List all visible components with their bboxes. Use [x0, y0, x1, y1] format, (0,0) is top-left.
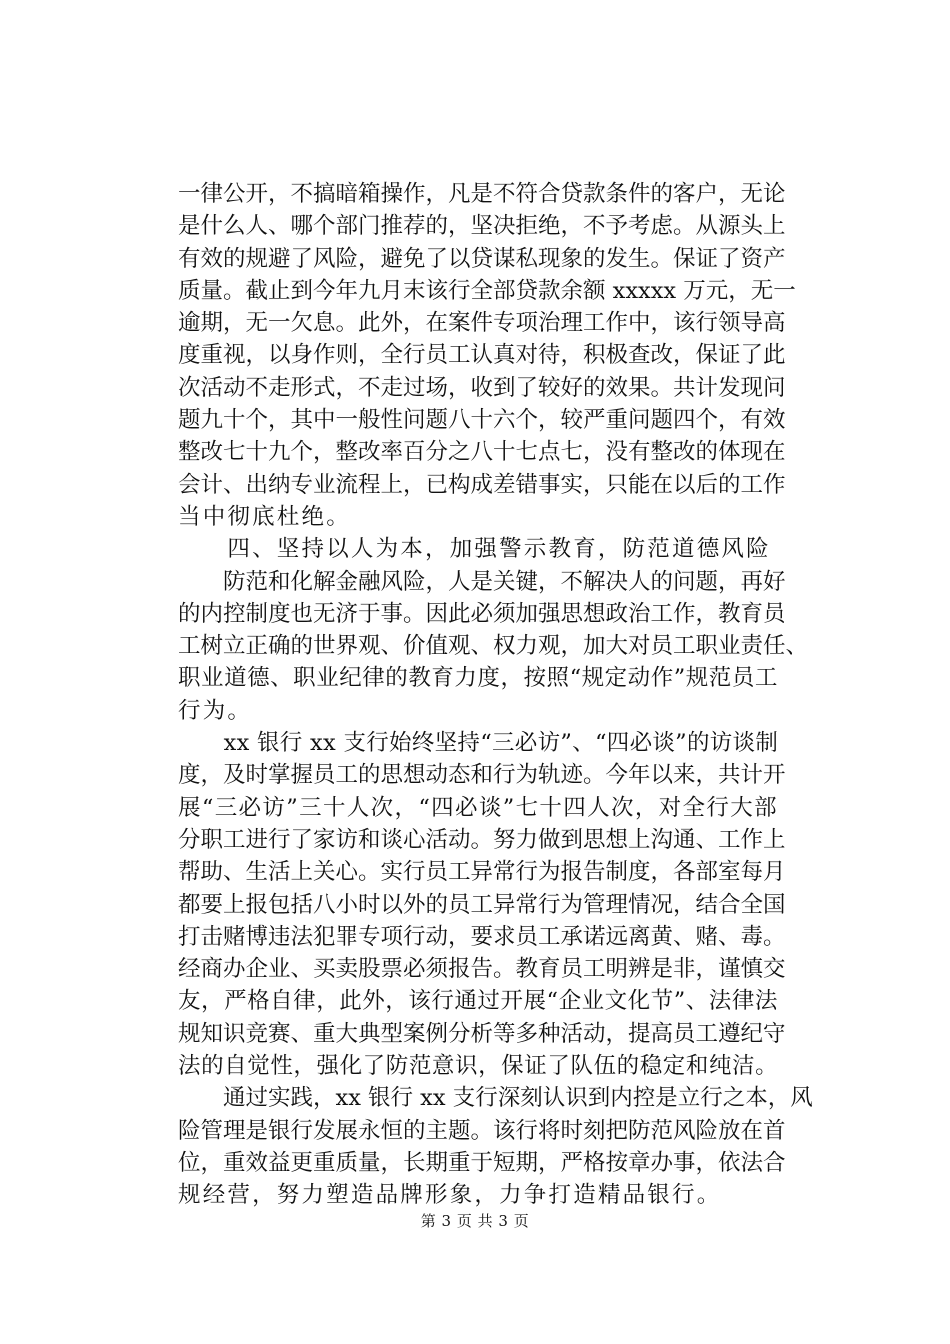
- text-line: 有效的规避了风险，避免了以贷谋私现象的发生。保证了资产: [178, 245, 786, 272]
- text-line: 打击赌博违法犯罪专项行动，要求员工承诺远离黄、赌、毒。: [178, 923, 786, 950]
- text-line: 位，重效益更重质量，长期重于短期，严格按章办事，依法合: [178, 1149, 786, 1176]
- text-line: 帮助、生活上关心。实行员工异常行为报告制度，各部室每月: [178, 859, 786, 886]
- text-line: 规经营，努力塑造品牌形象，力争打造精品银行。: [178, 1182, 722, 1209]
- text-line: 逾期，无一欠息。此外，在案件专项治理工作中，该行领导高: [178, 310, 786, 337]
- text-line: 通过实践，xx 银行 xx 支行深刻认识到内控是立行之本，风: [178, 1085, 813, 1112]
- text-line: 次活动不走形式，不走过场，收到了较好的效果。共计发现问: [178, 374, 786, 401]
- text-line: 度重视，以身作则，全行员工认真对待，积极查改，保证了此: [178, 342, 786, 369]
- text-line: 题九十个，其中一般性问题八十六个，较严重问题四个，有效: [178, 407, 786, 434]
- text-line: 是什么人、哪个部门推荐的，坚决拒绝，不予考虑。从源头上: [178, 213, 786, 240]
- text-line: xx 银行 xx 支行始终坚持“三必访”、“四必谈”的访谈制: [178, 730, 779, 757]
- text-line: 会计、出纳专业流程上，已构成差错事实，只能在以后的工作: [178, 471, 786, 498]
- text-line: 险管理是银行发展永恒的主题。该行将时刻把防范风险放在首: [178, 1117, 786, 1144]
- page-number-footer: 第 3 页 共 3 页: [420, 1212, 530, 1230]
- text-line: 防范和化解金融风险，人是关键，不解决人的问题，再好: [178, 568, 786, 595]
- text-line: 法的自觉性，强化了防范意识，保证了队伍的稳定和纯洁。: [178, 1053, 779, 1080]
- text-line: 经商办企业、买卖股票必须报告。教育员工明辨是非，谨慎交: [178, 956, 786, 983]
- text-line: 一律公开，不搞暗箱操作，凡是不符合贷款条件的客户，无论: [178, 181, 786, 207]
- text-line: 当中彻底杜绝。: [178, 503, 351, 530]
- document-body: [178, 178, 813, 1212]
- text-line: 行为。: [178, 697, 253, 724]
- section-heading: 四、坚持以人为本，加强警示教育，防范道德风险: [178, 536, 771, 563]
- text-line: 整改七十九个，整改率百分之八十七点七，没有整改的体现在: [178, 439, 786, 466]
- text-line: 展“三必访”三十人次，“四必谈”七十四人次，对全行大部: [178, 794, 778, 821]
- text-line: 质量。截止到今年九月末该行全部贷款余额 xxxxx 万元，无一: [178, 277, 796, 304]
- text-line: 分职工进行了家访和谈心活动。努力做到思想上沟通、工作上: [178, 826, 786, 853]
- text-line: 都要上报包括八小时以外的员工异常行为管理情况，结合全国: [178, 891, 786, 918]
- text-line: 友，严格自律，此外，该行通过开展“企业文化节”、法律法: [178, 988, 778, 1015]
- text-line: 的内控制度也无济于事。因此必须加强思想政治工作，教育员: [178, 600, 786, 627]
- text-line: 度，及时掌握员工的思想动态和行为轨迹。今年以来，共计开: [178, 762, 786, 789]
- text-line: 职业道德、职业纪律的教育力度，按照“规定动作”规范员工: [178, 665, 778, 692]
- text-line: 规知识竞赛、重大典型案例分析等多种活动，提高员工遵纪守: [178, 1020, 786, 1047]
- text-line: 工树立正确的世界观、价值观、权力观，加大对员工职业责任、: [178, 633, 809, 660]
